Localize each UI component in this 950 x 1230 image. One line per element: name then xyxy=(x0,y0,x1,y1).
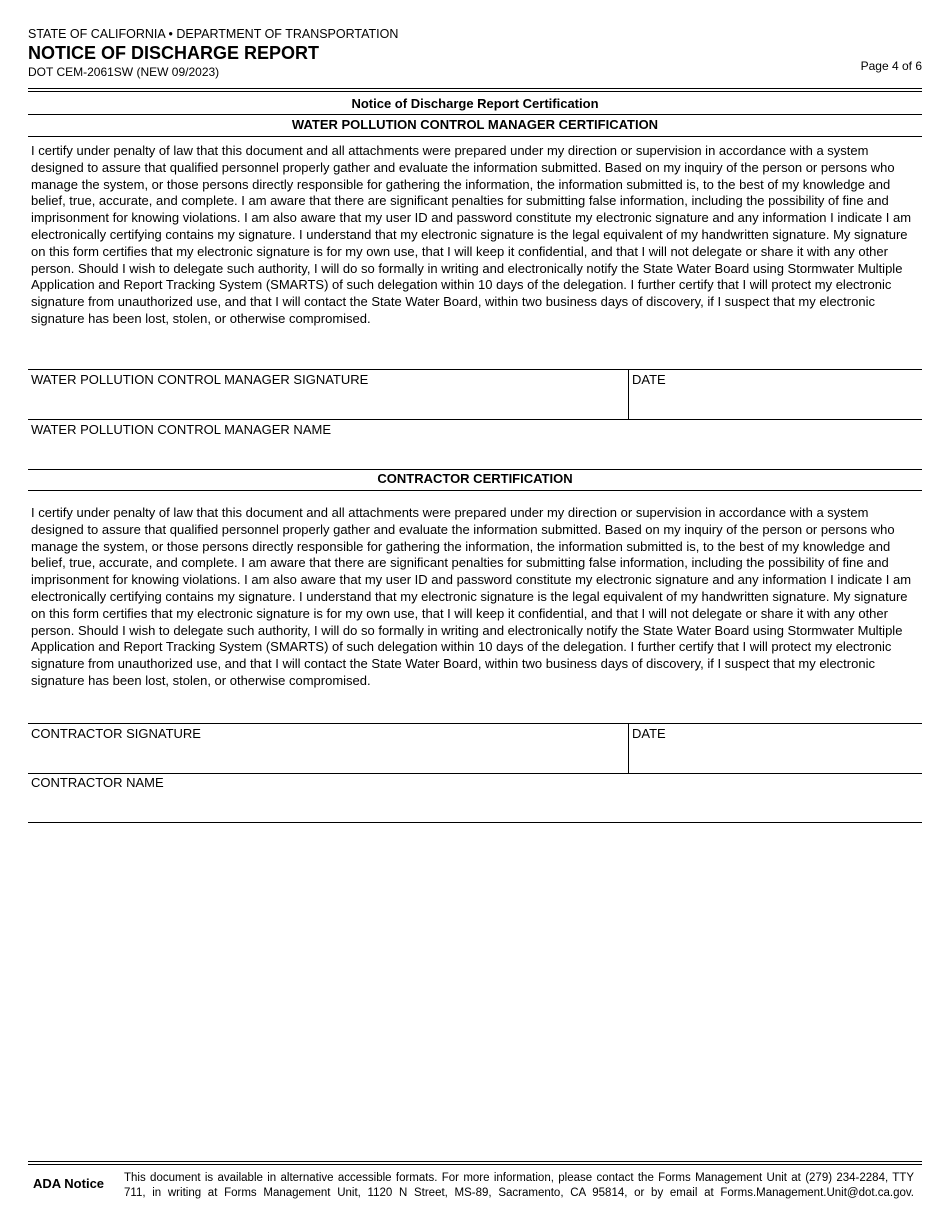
wpcm-name-field[interactable] xyxy=(31,442,916,464)
header-divider-bottom xyxy=(28,91,922,92)
wpcm-signature-field[interactable] xyxy=(31,392,621,414)
field-separator xyxy=(628,723,629,773)
contractor-name-label: CONTRACTOR NAME xyxy=(31,775,164,790)
header-divider-top xyxy=(28,88,922,89)
contractor-statement: I certify under penalty of law that this document and all attachments were prepared under my direction or supervision in accordance with a system designed to assure that qualified personnel properly gather and evaluate the information submitted. Based on my inquiry of the person or persons who manage the system, or those persons directly responsible for gathering the information, the information submitted is, to the best of my knowledge and belief, true, accurate, and complete. I am aware that there are significant penalties for submitting false information, including the possibility of fine and imprisonment for knowing violations. I am also aware that my user ID and password constitute my electronic signature and any information I indicate I am electronically certifying contains my signature. I understand that my electronic signature is the legal equivalent of my handwritten signature. My signature on this form certifies that my electronic signature is for my own use, that I will keep it confidential, and that I will not delegate or share it with any other person. Should I wish to delegate such authority, I will do so formally in writing and electronically notify the State Water Board using Stormwater Multiple Application and Report Tracking System (SMARTS) of such delegation within 10 days of the delegation. I further certify that I will protect my electronic signature from unauthorized use, and that I will contact the State Water Board, within two business days of discovery, if I suspect that my electronic signature has been lost, stolen, or otherwise compromised. xyxy=(31,505,912,688)
wpcm-heading: WATER POLLUTION CONTROL MANAGER CERTIFICATION xyxy=(291,117,659,132)
wpcm-date-field[interactable] xyxy=(632,392,917,414)
divider xyxy=(28,114,922,115)
divider xyxy=(28,773,922,774)
agency-name: STATE OF CALIFORNIA • DEPARTMENT OF TRANSPORTATION xyxy=(28,27,399,41)
form-title: NOTICE OF DISCHARGE REPORT xyxy=(28,43,320,63)
field-separator xyxy=(628,369,629,419)
contractor-signature-label: CONTRACTOR SIGNATURE xyxy=(31,726,201,741)
divider xyxy=(28,469,922,470)
contractor-name-field[interactable] xyxy=(31,795,916,817)
contractor-heading: CONTRACTOR CERTIFICATION xyxy=(377,471,573,486)
wpcm-name-label: WATER POLLUTION CONTROL MANAGER NAME xyxy=(31,422,331,437)
wpcm-statement: I certify under penalty of law that this document and all attachments were prepared under my direction or supervision in accordance with a system designed to assure that qualified personnel properly gather and evaluate the information submitted. Based on my inquiry of the person or persons who manage the system, or those persons directly responsible for gathering the information, the information submitted is, to the best of my knowledge and belief, true, accurate, and complete. I am aware that there are significant penalties for submitting false information, including the possibility of fine and imprisonment for knowing violations. I am also aware that my user ID and password constitute my electronic signature and any information I indicate I am electronically certifying contains my signature. I understand that my electronic signature is the legal equivalent of my handwritten signature. My signature on this form certifies that my electronic signature is for my own use, that I will keep it confidential, and that I will not delegate or share it with any other person. Should I wish to delegate such authority, I will do so formally in writing and electronically notify the State Water Board using Stormwater Multiple Application and Report Tracking System (SMARTS) of such delegation within 10 days of the delegation. I further certify that I will protect my electronic signature from unauthorized use, and that I will contact the State Water Board, within two business days of discovery, if I suspect that my electronic signature has been lost, stolen, or otherwise compromised. xyxy=(31,143,912,326)
form-header xyxy=(28,27,922,87)
form-number: DOT CEM-2061SW (NEW 09/2023) xyxy=(28,65,220,79)
divider xyxy=(28,490,922,491)
wpcm-signature-label: WATER POLLUTION CONTROL MANAGER SIGNATURE xyxy=(31,372,369,387)
footer-divider-top xyxy=(28,1161,922,1162)
contractor-date-field[interactable] xyxy=(632,746,917,768)
divider xyxy=(28,822,922,823)
divider xyxy=(28,136,922,137)
divider xyxy=(28,419,922,420)
ada-notice-label: ADA Notice xyxy=(33,1176,105,1191)
wpcm-date-label: DATE xyxy=(632,372,666,387)
footer-divider-bottom xyxy=(28,1164,922,1165)
certification-title: Notice of Discharge Report Certification xyxy=(351,96,599,111)
contractor-signature-field[interactable] xyxy=(31,746,621,768)
contractor-date-label: DATE xyxy=(632,726,666,741)
page-number: Page 4 of 6 xyxy=(860,59,922,73)
divider xyxy=(28,369,922,370)
ada-notice-text: This document is available in alternative accessible formats. For more information, please contact the Forms Management Unit at (279) 234-2284, TTY 711, in writing at Forms Management Unit, 1120 N Street, MS-89, Sacramento, CA 95814, or by email at Forms.Management.Unit@dot.ca.gov. xyxy=(124,1172,914,1199)
divider xyxy=(28,723,922,724)
